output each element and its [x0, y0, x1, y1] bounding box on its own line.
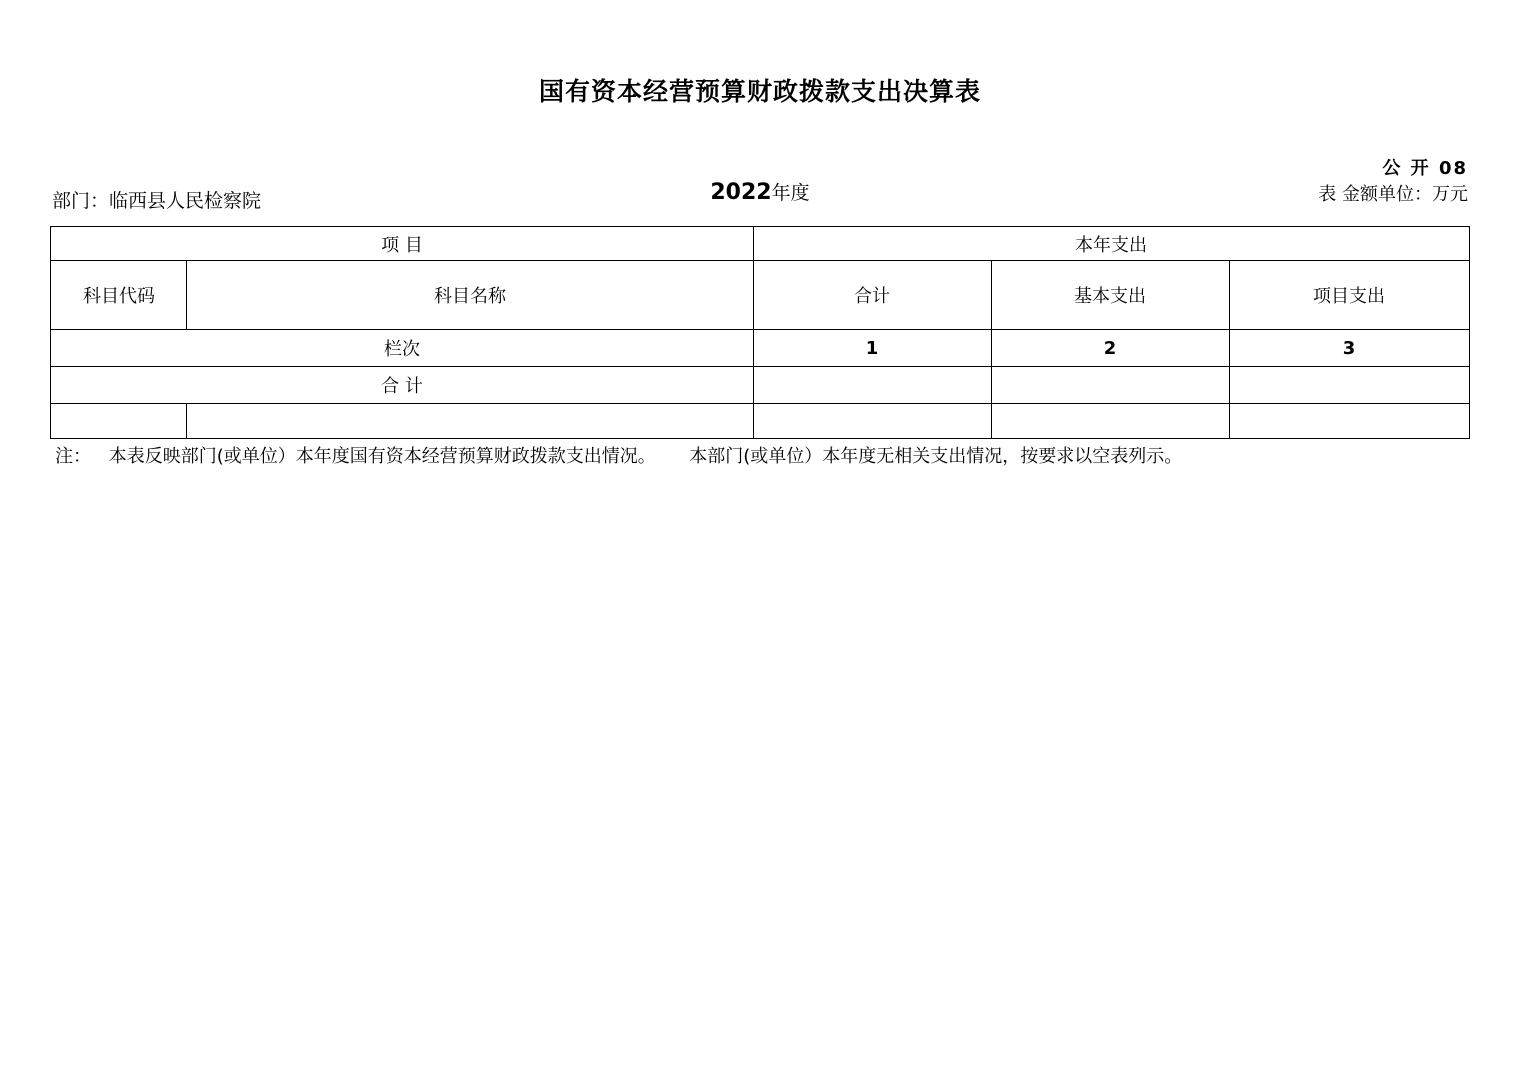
amount-unit-line: [1288, 182, 1468, 208]
fiscal-year-value: 2022: [710, 180, 772, 205]
header-subject-code: 科目代码: [51, 261, 187, 330]
column-index-2: 2: [991, 330, 1229, 367]
table-row: [51, 404, 1469, 439]
header-current-year-expense: 本年支出: [753, 227, 1469, 261]
header-item-group: 项 目: [51, 227, 753, 261]
table-header-row-1: [51, 227, 1469, 261]
open-number-line: [1288, 156, 1468, 182]
blank-row-subject-code: [51, 404, 187, 439]
table-note: [51, 443, 1469, 471]
department-name: 临西县人民检察院: [109, 190, 262, 212]
blank-row-basic: [991, 404, 1229, 439]
department-label: 部门：: [52, 190, 110, 212]
header-project-expense: 项目支出: [1229, 261, 1469, 330]
note-text-2: 本部门(或单位）本年度无相关支出情况，按要求以空表列示。: [689, 446, 1183, 467]
blank-row-project: [1229, 404, 1469, 439]
open-number-block: [1288, 156, 1468, 208]
header-basic-expense: 基本支出: [991, 261, 1229, 330]
open-number-suffix: 表: [1318, 184, 1337, 205]
blank-row-total: [753, 404, 991, 439]
header-total: 合计: [753, 261, 991, 330]
open-number-value: 08: [1438, 158, 1468, 179]
total-row-label: 合 计: [51, 367, 753, 404]
blank-row-subject-name: [187, 404, 753, 439]
column-index-label: 栏次: [51, 330, 753, 367]
header-subject-name: 科目名称: [187, 261, 753, 330]
total-row-project: [1229, 367, 1469, 404]
document-meta: [0, 158, 1520, 224]
page-title: 国有资本经营预算财政拨款支出决算表: [538, 77, 981, 106]
note-text-1: 本表反映部门(或单位）本年度国有资本经营预算财政拨款支出情况。: [108, 446, 656, 467]
total-row-basic: [991, 367, 1229, 404]
total-row-total: [753, 367, 991, 404]
column-index-row: [51, 330, 1469, 367]
column-index-1: 1: [753, 330, 991, 367]
column-index-3: 3: [1229, 330, 1469, 367]
table-header-row-2: [51, 261, 1469, 330]
open-number-label: 公 开: [1382, 158, 1431, 179]
amount-unit: 金额单位：万元: [1342, 184, 1468, 205]
fiscal-year-suffix: 年度: [771, 182, 810, 204]
total-row: [51, 367, 1469, 404]
budget-expenditure-table: [50, 226, 1469, 439]
note-label: 注：: [55, 446, 91, 467]
